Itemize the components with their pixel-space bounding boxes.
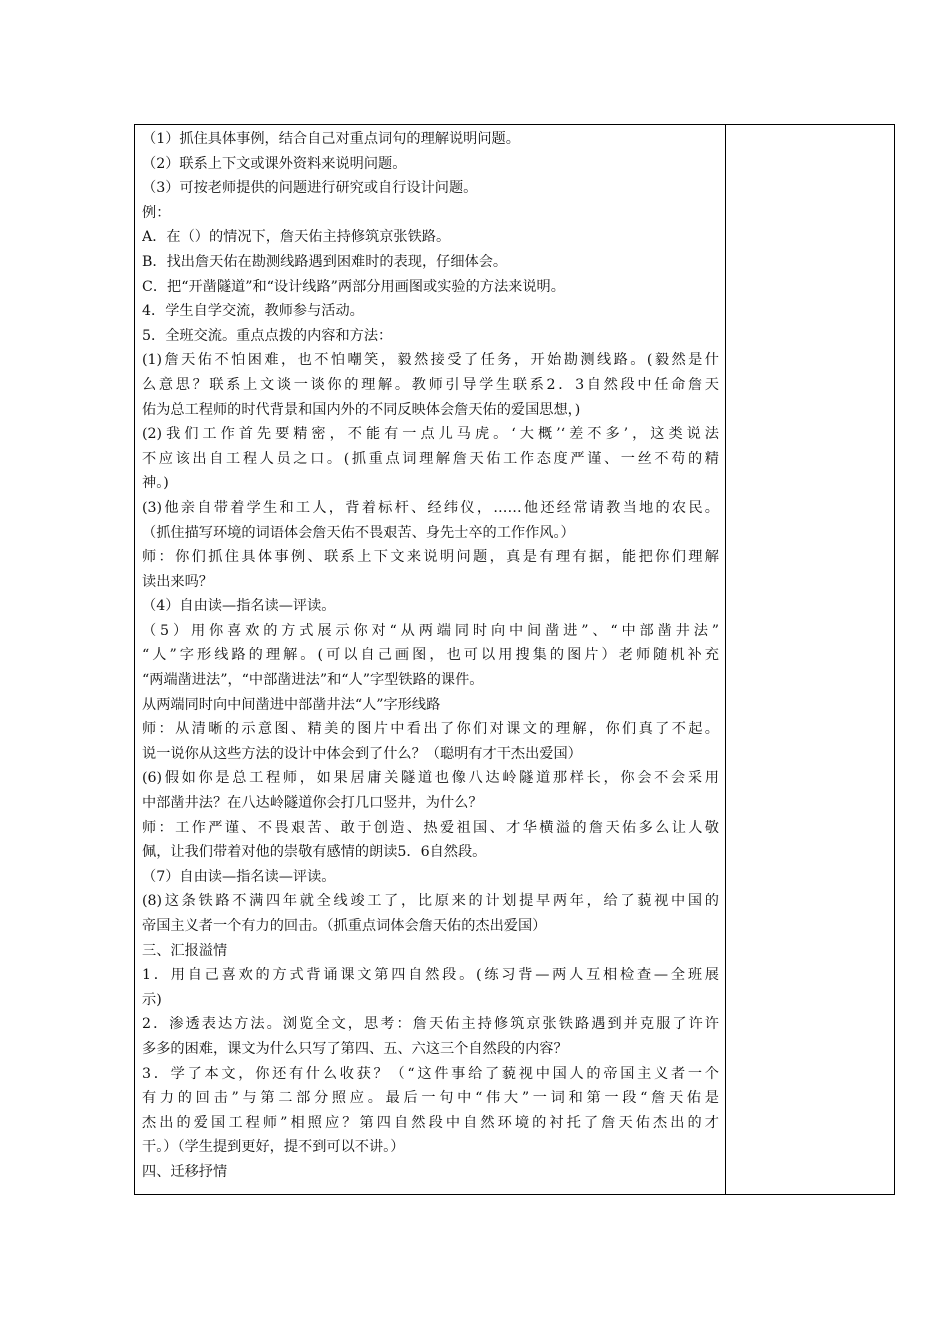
text-line: （抓住描写环境的词语体会詹天佑不畏艰苦、身先士卒的工作作风。） [142,524,575,541]
text-line: （2）联系上下文或课外资料来说明问题。 [142,155,407,172]
text-line: （3）可按老师提供的问题进行研究或自行设计问题。 [142,180,478,197]
text-line: 4．学生自学交流，教师参与活动。 [142,303,364,320]
text-line: （1）抓住具体事例，结合自己对重点词句的理解说明问题。 [142,131,520,147]
text-line: 读出来吗？ [142,573,213,590]
text-line: 杰出的爱国工程师”相照应？第四自然段中自然环境的衬托了詹天佑杰出的才 [142,1114,719,1131]
text-line: (8)这条铁路不满四年就全线竣工了，比原来的计划提早两年，给了藐视中国的 [142,893,719,910]
text-line: 示) [142,991,162,1008]
text-line: (1)詹天佑不怕困难，也不怕嘲笑，毅然接受了任务，开始勘测线路。(毅然是什 [142,352,719,369]
text-line: 中部凿井法？在八达岭隧道你会打几口竖井，为什么？ [142,795,483,812]
notes-cell [726,125,895,1195]
text-line: 师：你们抓住具体事例、联系上下文来说明问题，真是有理有据，能把你们理解 [142,549,719,566]
lesson-content [135,125,725,1185]
text-line: 四、迁移抒情 [142,1163,228,1180]
text-line: “两端凿进法”，“中部凿进法”和“人”字型铁路的课件。 [142,672,484,689]
text-line: 有力的回击”与第二部分照应。最后一句中“伟大”一词和第一段“詹天佑是 [142,1090,719,1107]
text-line: 3．学了本文，你还有什么收获？（“这件事给了藐视中国人的帝国主义者一个 [142,1065,719,1082]
text-line: (6)假如你是总工程师，如果居庸关隧道也像八达岭隧道那样长，你会不会采用 [142,770,719,787]
text-line: “人”字形线路的理解。(可以自己画图，也可以用搜集的图片）老师随机补充 [142,647,719,664]
text-line: 三、汇报溢情 [142,942,228,959]
text-line: （4）自由读—指名读—评读。 [142,598,336,615]
text-line: 从两端同时向中间凿进中部凿井法“人”字形线路 [142,696,441,713]
text-line: 例： [142,204,171,221]
text-line: 5．全班交流。重点点拨的内容和方法： [142,327,393,344]
text-line: A．在（）的情况下，詹天佑主持修筑京张铁路。 [142,229,451,246]
text-line: (3)他亲自带着学生和工人，背着标杆、经纬仪，……他还经常请教当地的农民。 [142,499,719,516]
table-row [135,125,895,1195]
lesson-content-cell [135,125,726,1195]
text-line: 不应该出自工程人员之口。(抓重点词理解詹天佑工作态度严谨、一丝不苟的精 [142,450,719,467]
text-line: 帝国主义者一个有力的回击。（抓重点词体会詹天佑的杰出爱国） [142,918,547,934]
text-line: 么意思？联系上文谈一谈你的理解。教师引导学生联系2．3自然段中任命詹天 [142,376,719,393]
text-line: 1．用自己喜欢的方式背诵课文第四自然段。(练习背—两人互相检查—全班展 [142,967,719,984]
text-line: 师：从清晰的示意图、精美的图片中看出了你们对课文的理解，你们真了不起。 [142,721,719,738]
text-line: (2)我们工作首先要精密，不能有一点儿马虎。‘大概’‘差不多’，这类说法 [142,426,719,443]
text-line: 佑为总工程师的时代背景和国内外的不同反映体会詹天佑的爱国思想，) [142,401,581,418]
text-line: 师：工作严谨、不畏艰苦、敢于创造、热爱祖国、才华横溢的詹天佑多么让人敬 [142,819,719,836]
text-line: B．找出詹天佑在勘测线路遇到困难时的表现，仔细体会。 [142,253,508,270]
text-line: C．把“开凿隧道”和“设计线路”两部分用画图或实验的方法来说明。 [142,278,565,295]
text-line: （7）自由读—指名读—评读。 [142,868,336,885]
text-line: 佩，让我们带着对他的崇敬有感情的朗读5．6自然段。 [142,844,487,861]
text-line: 2．渗透表达方法。浏览全文，思考：詹天佑主持修筑京张铁路遇到并克服了许许 [142,1016,719,1033]
text-line: 说一说你从这些方法的设计中体会到了什么？（聪明有才干杰出爱国） [142,745,582,762]
text-line: 多多的困难，课文为什么只写了第四、五、六这三个自然段的内容？ [142,1040,568,1057]
lesson-plan-table [134,124,895,1195]
text-line: 神。) [142,475,169,492]
text-line: （5）用你喜欢的方式展示你对“从两端同时向中间凿进”、“中部凿井法” [142,622,719,639]
text-line: 干。）（学生提到更好，提不到可以不讲。） [142,1139,405,1156]
